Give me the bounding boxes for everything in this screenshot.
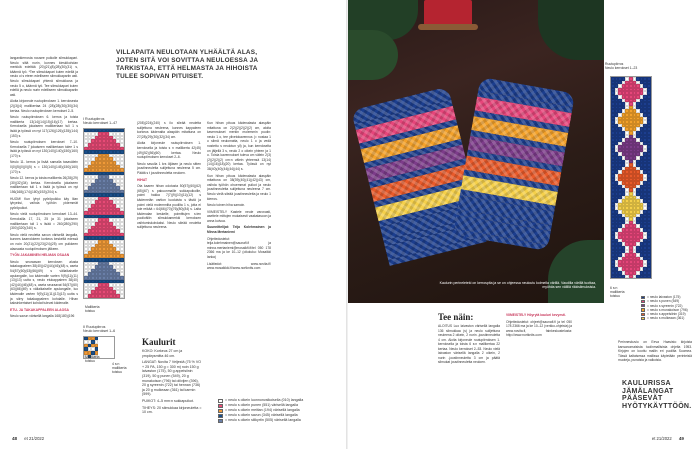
section-subhead: TYÖN JAKAMINEN HELMAN OSAAN — [10, 253, 70, 258]
paragraph: VIIMEISTELY Kastele neule varovasti, asettele mittojen mukaisesti vaakatasoon ja anna kuivua. — [207, 209, 271, 223]
legend-text: = neulo s punen (549) — [647, 299, 680, 304]
product-photo — [348, 0, 604, 303]
paragraph: Neulo seuraavan kerroksen alusta takakappaleen 38(40)(42)(44)(46)(48) s, aseta 54(57)(60)(63)(66)(69) s väliaikaiselle apulangalle, luo kädenalle varten 9(9)(11)(11)(13)(13) uutta s, neulo etukappaleen 38(40)(42)(44)(46)(48) s, aseta seuraavat 54(57)(60)(63)(66)(69) s väliaikaiselle apulangalle, luo kädenalle varten 9(9)(11)(11)(13)(13) uutta s ja siirry takakappaleen kohdalle. Hihan kaksinkertaiset kohdat tulevat kädenalle. — [10, 259, 78, 306]
kaulurit-details — [142, 349, 202, 415]
paragraph: Neulo vielä ruutupiirroksen kerrokset 13–44. Kerroksilla 17, 21, 25 ja 31 jokaiseen mallikertaan tuli 1 s lisää = 260(280)(290)(300)(320)(340) s. — [10, 212, 78, 231]
kaulurit-title: Kaulurit — [142, 337, 176, 347]
chart-2-side-label: Mallikerta toistuu — [85, 355, 100, 364]
chart-1-side-label: Mallikerta toistuu — [85, 305, 100, 314]
legend-text: = neulo s oikein punen (551) värisellä langalla — [225, 403, 299, 407]
chart-2-label: II Ruutupiirros Neulo kerrokset 1–6 — [83, 325, 116, 334]
instructions-box — [438, 312, 500, 324]
paragraph: Suunnittelijat: Teija Kolehmainen ja Minna Mertaniemi — [207, 225, 271, 235]
page-footer-left — [12, 436, 44, 441]
page-number: 49 — [678, 436, 684, 441]
paragraph: ALOITUS Luo laivaston värisellä langalla 136 silmukkaa (s) ja neulo sulijettuna neuleena 2 oikein, 2 nurin -joustinneuletta 4 cm. Aloita kirjoneule ruutupiirroksen 1. kerroksella ja toista 6 s:n mallikertaa 22 kertaa. Neulo kerrokset 2–53. Neulo vielä laivaston värisellä langalla 2 oikein, 2 nurin -joustinneuletta 3 cm ja päätä silmukat joustinneuletta neuloen. — [438, 324, 500, 364]
chart-cell — [120, 294, 124, 298]
chart-legend — [218, 398, 326, 423]
legend-text: = neulo s syreenin (722) — [647, 303, 683, 308]
article-column-1 — [10, 56, 78, 428]
headline: VILLAPAITA NEULOTAAN YLHÄÄLTÄ ALAS, JOTEN SITÄ VOI SOVITTAA NEULOESSA JA TARKISTAA, ETTÄ HELMASTA JA HIHOISTA TULEE SOPIVAN PITUISET. — [116, 49, 259, 80]
paragraph: Kun hihan pituus kädenalasta alaspäin mitattuna on 2(2)(2)(2)(2)(2) cm, aloita kavennukset merkin molemmin puolin: neulo 1 o, tee ylivetokavennus (= nostaa 1 o silmä neulomatta, neulo 1 o ja vedä nostettu s neulotun yli) ja, kun kerrokselta on jäljellä 3 s, neulo 2 o oikein yhteen ja 1 o. Toista kavennukset tuleva cm välein 2(3)(2)(2)(2)(2) cm:n välein yhteensä 13(14)(14)(16)(18)(20) kertaa. Työssä on nyt 38(40)(40)(44)(44)(44) s. — [207, 121, 271, 171]
chart-1-block — [83, 117, 125, 299]
paragraph: langankierrosta nousee puikolle silmukkapari. Neulo siitä nurin, kunnes kieskikohdan merkkiä edeltää (20)(21)(8)(28)(30)(31) s, käännä työ. *Tee silmukkapari kuten edellä ja neulo oi s eteen edelliseen silmukkapariin asti. Neulo silmukkapari yhtenä silmukkana ja neulo 5 o, käännä työ. Tee silmukkapari kuten edellä ja neulo nurin edelliseen silmukkapariin asti. — [10, 56, 78, 97]
magazine-issue: et 21/2022 — [24, 436, 45, 441]
legend-text: = neulo s appelsiinin (319) — [647, 312, 686, 317]
legend-text: = neulo s oikein meitian (194) värisellä langalla — [225, 408, 300, 412]
pull-quote: KAULURISSA JÄMÄLANGAT PÄÄSEVÄT HYÖTYKÄYTTÖÖN. — [622, 380, 692, 410]
chart-cell — [647, 275, 651, 279]
legend-text: = neulo laivaston (175) — [647, 295, 681, 299]
spool-rim — [418, 24, 478, 30]
paragraph: Neulo 11. kerros ja lisää samalla tasavälein 0(0)(5)(0)(0)(5) s = 130(140)(145)(150)(160)(170) s. — [10, 160, 78, 174]
paragraph: Ohjetiedustelut: teija.kolehmainen@saunafi.fi ja minna.mertaniemi@mosaikfi.fi/tel 050 178 2366 ma ja ke 10–12 (oikoluku: Mosaikki lanka) — [207, 236, 271, 260]
pine-branch — [548, 240, 604, 303]
paragraph: Neulo vielä neuletta savun värisellä langalla, kunnes kaarrokkeen korkeus keskeltä edessä on noin 20(21)(22)(23)(24)(25) cm puikkeen alaosasta ruutupiirroksen jälkeen. — [10, 232, 78, 251]
paragraph: Neulo ruutupiirroksen kerrokset 7–10. Kerroksella 7 jokaiseen mallikertaan tulee 1 s lisää ja työssä on nyt 130(140)(140)(150)(160)(170) s. — [10, 140, 78, 158]
kaulurit-line: LANGAT: Novita 7 Veljestä (75 % VO + 25 PA, 150 g = 300 m) noin 150 g laivaston (175), 50 g appelsiinin (319), 50 g punen (549), 20 g munakoison (796) tai oliivijen (396), 20 g syreenin (722) tai hennan (736) ja 20 g mulkeaan (361) tai karmin (599). — [142, 360, 202, 397]
paragraph: Neulo toinen hiha samoin. — [207, 203, 246, 208]
kaulurit-line: KOKO: Korkeus 27 cm ja ympärysmitta 46 cm. — [142, 349, 183, 358]
legend-swatch — [641, 300, 645, 303]
section-subhead: HIHAT — [137, 177, 148, 182]
paragraph: Aloita kirjoneule ruutupiirroksen 1. kerroksella ja toista s n mallikerta 42(45)(49)(52)(56)(60) kertaa. Neulo ruutupiirroksen kerrokset 2–6. — [137, 141, 201, 160]
article-column-2 — [137, 121, 201, 331]
page-footer-right — [652, 436, 684, 441]
paragraph: Neulo 12. kerros ja toista mallikerta 26(28)(29)(30)(32)(34) kertaa. Kerroksella jokaiseen mallikertaan tuli 1 s lisää ja työssä on nyt 156(168)(174)(180)(192)(204) s. — [10, 176, 78, 195]
paragraph: Neulo ruutupiirroksen 6. kerros ja toista mallikerta 13(14)(14)(15)(16)(17) kertaa. Kerroksella jokaiseen mallikertaan tuli 1 s lisää ja työssä on nyt 117(126)(126)(135)(144)(153) s. — [10, 115, 78, 138]
legend-text: = neulo s oikein luonnonvalkoisella (010) langalla — [225, 398, 304, 402]
legend-row — [218, 418, 326, 423]
instructions-column-b — [506, 312, 572, 432]
legend-swatch — [218, 399, 223, 403]
kaulurit-line: PUIKOT: 4–5 mm:n sukkapuikot. — [142, 398, 194, 403]
paragraph: Lisätiedot: www.novita.fi/ www.mosaikkki.fi/www.nortknits.com — [207, 261, 271, 271]
paragraph: Aloita kirjoneule ruutupiirroksen 1. kerroksesta (2)(3)(4) mallikertaa 24 (28)(28)(30)(30)(34) kertaa. Neulo ruutupiirroksen kerrokset 2–5. — [10, 99, 78, 113]
section-subhead: VIIMEISTELY Höyrytä kauluri kevyesti. — [506, 313, 566, 317]
chart-1-label: I Ruutupiirros Neulo kerrokset 1–47 — [83, 117, 118, 126]
legend-swatch — [641, 313, 645, 316]
paragraph: Ota kaaren hihan odotusta 50(57)(60)(62)(65)(67) s pakuunmaille sukkapuikoille, poimi hakka 7(7)(9)(10)(11)(12) s kädenreiän vartion luoduista s tästä ja poimi vielä molemmilta puolilta 1 s, jotta ei tule reikää = 64(66)(70)(76)(80)(84) s. Laita kädenalan keskelle, poimittujen s:ien puoliväliin silmukkamerkki kerroksen vaihtumiskohdaksi. Neulo sileää neuletta sulijettuna neuleena. — [137, 184, 201, 230]
legend-text: = neulo s oikein silikyrtin (505) värisellä langalla — [225, 418, 301, 422]
paragraph: Kun hihan pituus kädenalasta alaspäin mitattuna on 38(39)(40)(41)(42)(43) cm, vaihda työhön ohuemmat puikot ja neulo joustinneuletta sulijettuna neuleena 7 cm. Neulo vielä sileää joustinneuletta ja neulo 1 kierros. — [207, 173, 271, 201]
legend-swatch — [218, 414, 223, 418]
pine-branch — [348, 30, 398, 80]
kaulurit-box — [142, 337, 202, 349]
legend-text: = neulo s mulkeaan (361) — [647, 316, 685, 321]
legend-swatch — [641, 304, 645, 307]
chart-right-legend — [641, 295, 693, 321]
legend-swatch — [641, 308, 645, 311]
legend-swatch — [218, 409, 223, 413]
paragraph: Neulo savun värisellä langalla 168(180)(196 — [10, 314, 75, 319]
paragraph: HUOM! Kun lyhyt pyöröpuikko käy liian lyhyeksi, vaihda työhön pidemmät pyöröpuikot. — [10, 196, 78, 210]
knitting-chart-1 — [83, 128, 125, 299]
pine-branch — [538, 0, 604, 60]
instructions-column-a — [438, 324, 500, 434]
magazine-issue: et 21/2022 — [651, 436, 672, 441]
page-number: 48 — [12, 436, 18, 441]
legend-text: = neulo s oikein savun (345) värisellä langalla — [225, 413, 298, 417]
instructions-title: Tee näin: — [438, 312, 474, 322]
legend-swatch — [218, 419, 223, 423]
paragraph: (208)(224)(240) s ilo sileää neuletta sulijettuna neuleena, kunnes kappaleen korkeus kädenalta alaspäin mitattuna on 27(28)(29)(30)(32)(34) cm. — [137, 121, 201, 139]
section-subhead: ETU- JA TAKAKAPPALEEN ALAOSA — [10, 307, 69, 312]
paragraph: Neulo savulla 1 krs öljäsen ja neulo sitten joustinneuletta sulijettuna neuleena 5 cm. Päätä s t joustinneuletta neuloen. — [137, 161, 201, 175]
article-column-3 — [207, 121, 271, 331]
chart-2-bottom-label: 4 s:n mallikerta toistuu — [112, 362, 127, 375]
legend-swatch — [218, 404, 223, 408]
knitting-chart-right — [610, 76, 652, 279]
kaulurit-line: TIHEYS: 20 silmukkaa kirjoneuletta = 10 cm. — [142, 405, 202, 415]
intro-paragraph — [618, 340, 692, 380]
paragraph: Ohjetiedustelut: ohjeet@saunafi.fi ja tel 050 178 2366 ma ja ke 10–12 (verkko-ohjeista) ja www.novita.fi, fainkeskustelusta: http://www.nortknits.com — [506, 319, 572, 337]
chart-right-bottom-label: 6 s:n mallikerta toistuu — [610, 286, 625, 299]
knitted-cowl — [453, 77, 575, 251]
legend-swatch — [641, 296, 645, 299]
paragraph: Perinneskuvio on Eeva Haavisto kirjoista kansanomaisista tuolinmallisista ohjelta 1953. Kirjojen on koottu mallin eri puolilta Suomea. Tässä kaltaisessa mallissa käytetään perinteisiä muoteja, punaisia ja valkoisia. — [618, 340, 692, 362]
chart-right-label: Ruutupiirros Neulo kerrokset 1–23 — [605, 62, 638, 71]
photo-caption: Kaulurin perineleteki on kerrospita ja se on ohjeessa neuloutu kolmella värillä. Vaudilla värillä tuottaa, myöhäs sen välillä rikkisilmuksisia. — [439, 281, 596, 290]
legend-swatch — [641, 317, 645, 320]
legend-row — [641, 316, 693, 320]
legend-text: = neulo s munakoison (796) — [647, 307, 688, 312]
